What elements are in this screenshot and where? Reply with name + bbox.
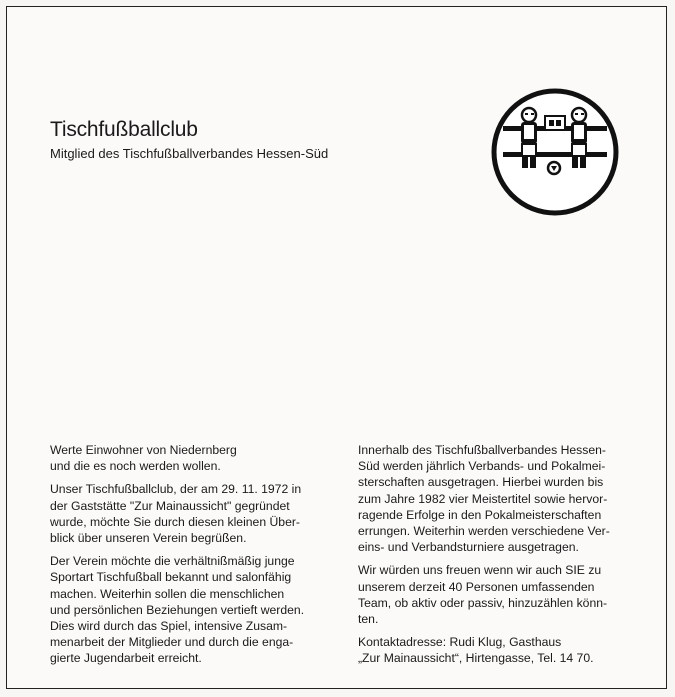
- achievements-paragraph: Innerhalb des Tischfußballverbandes Hessen- Süd werden jährlich Verbands- und Pokalmei- sterschaften ausgetragen. Hierbei wurden bis zum Jahre 1982 vier Meistertitel sowie hervor- ragende Erfolge in den Pokalmeisterschaften errungen. Weiterhin werden verschiedene Ver- eins- und Verbandsturniere ausgetragen.: [358, 443, 610, 555]
- club-logo: [491, 88, 619, 216]
- greeting: Werte Einwohner von Niedernberg und die es noch werden wollen.: [50, 443, 237, 474]
- contact-address: Kontaktadresse: Rudi Klug, Gasthaus „Zur Mainaussicht“, Hirtengasse, Tel. 14 70.: [358, 635, 594, 666]
- left-column: [50, 442, 314, 674]
- page-subtitle: Mitglied des Tischfußballverbandes Hessen-Süd: [50, 146, 329, 161]
- intro-paragraph: Unser Tischfußballclub, der am 29. 11. 1972 in der Gaststätte "Zur Mainaussicht" gegründet wurde, möchte Sie durch diesen kleinen Über- blick über unseren Verein begrüßen.: [50, 482, 302, 546]
- invitation-paragraph: Wir würden uns freuen wenn wir auch SIE zu unserem derzeit 40 Personen umfassenden Team, ob aktiv oder passiv, hinzuzählen könn- ten.: [358, 563, 608, 627]
- goals-paragraph: Der Verein möchte die verhältnißmäßig junge Sportart Tischfußball bekannt und salonfähig machen. Weiterhin sollen die menschlichen und persönlichen Beziehungen vertieft werden. Dies wird durch das Spiel, intensive Zusam- menarbeit der Mitglieder und durch die enga- gierte Jugendarbeit erreicht.: [50, 554, 305, 666]
- page-title: Tischfußballclub: [50, 118, 198, 141]
- right-column: [358, 442, 624, 674]
- table-football-players-icon: [491, 88, 619, 216]
